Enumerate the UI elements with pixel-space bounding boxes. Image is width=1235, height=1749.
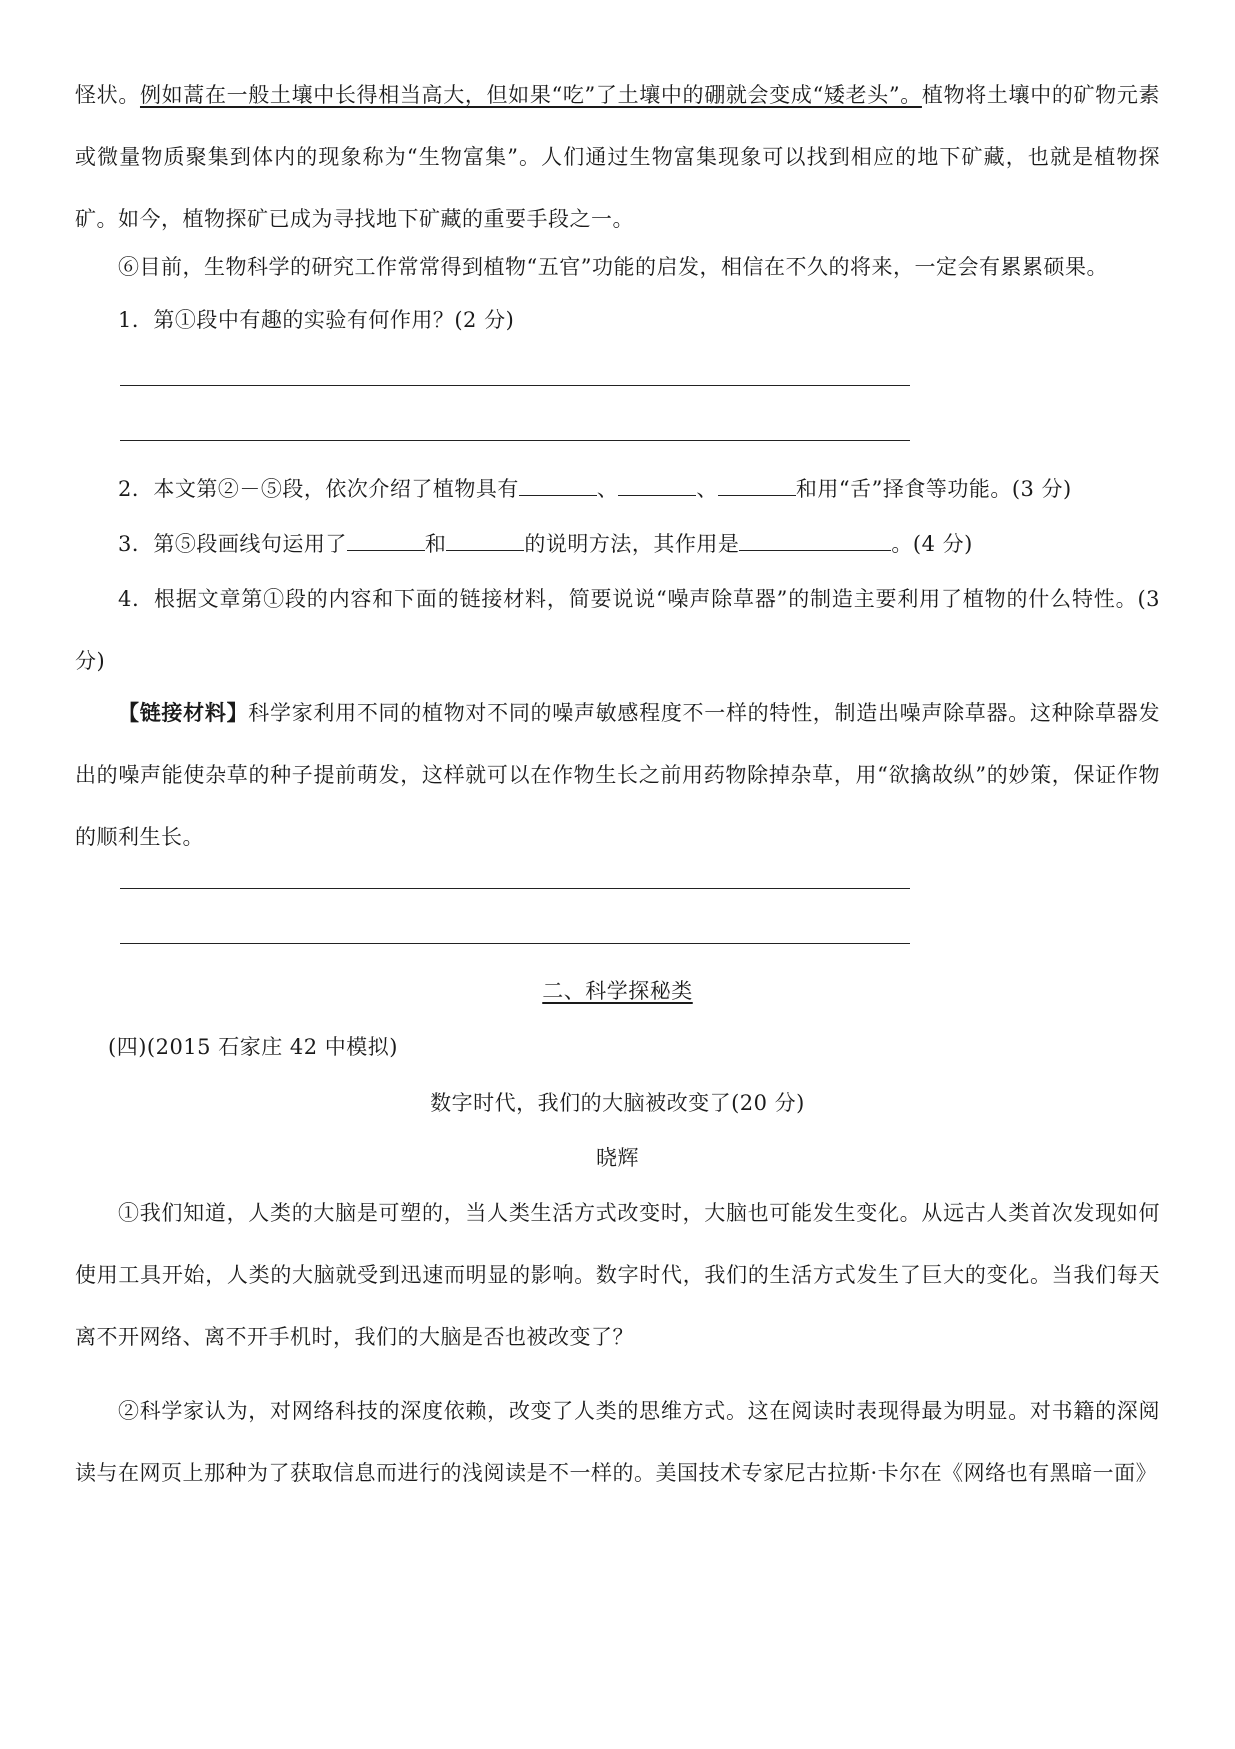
underlined-sentence: 例如蒿在一般土壤中长得相当高大，但如果“吃”了土壤中的硼就会变成“矮老头”。 <box>139 83 922 107</box>
question-text: 3．第⑤段画线句运用了 <box>118 532 347 556</box>
link-text: 科学家利用不同的植物对不同的噪声敏感程度不一样的特性，制造出噪声除草器。这种除草器发出的噪声能使杂草的种子提前萌发，这样就可以在作物生长之前用药物除掉杂草，用“欲擒故纵”的妙策，保证作物的顺利生长。 <box>75 701 1161 849</box>
link-label: 【链接材料】 <box>118 700 249 725</box>
section-heading: 二、科学探秘类 <box>542 979 693 1003</box>
question-2 <box>118 473 1072 504</box>
question-text: 2．本文第②－⑤段，依次介绍了植物具有 <box>118 477 519 501</box>
answer-line <box>120 943 910 944</box>
source-note: (四)(2015 石家庄 42 中模拟) <box>108 1035 398 1059</box>
separator: 、 <box>696 477 718 501</box>
article-author: 晓辉 <box>596 1146 639 1170</box>
paragraph-5-continued <box>75 64 1160 250</box>
link-material <box>75 682 1160 868</box>
fill-blank <box>739 528 891 551</box>
question-1: 1．第①段中有趣的实验有何作用？(2 分) <box>118 308 515 332</box>
fill-blank <box>519 473 597 496</box>
text-segment: 植物将土壤中的矿物元素或微量物质聚集到体内的现象称为“生物富集”。人们通过生物富集现象可以找到相应的地下矿藏，也就是植物探矿。如今，植物探矿已成为寻找地下矿藏的重要手段之一。 <box>75 83 1160 231</box>
question-text: 和用“舌”择食等功能。(3 分) <box>795 477 1072 501</box>
article-title: 数字时代，我们的大脑被改变了(20 分) <box>430 1091 805 1115</box>
question-3 <box>118 528 973 559</box>
separator: 、 <box>596 477 619 501</box>
answer-line <box>120 888 910 889</box>
question-text: 和 <box>424 532 447 556</box>
question-text: 的说明方法，其作用是 <box>524 532 740 556</box>
answer-line <box>120 385 910 386</box>
fill-blank <box>446 528 524 551</box>
question-text: 。(4 分) <box>891 532 973 556</box>
paragraph-6: ⑥目前，生物科学的研究工作常常得到植物“五官”功能的启发，相信在不久的将来，一定会有累累硕果。 <box>118 255 1108 279</box>
question-4: 4．根据文章第①段的内容和下面的链接材料，简要说说“噪声除草器”的制造主要利用了植物的什么特性。(3 分) <box>75 587 1160 673</box>
article-paragraph-2: ②科学家认为，对网络科技的深度依赖，改变了人类的思维方式。这在阅读时表现得最为明显。对书籍的深阅读与在网页上那种为了获取信息而进行的浅阅读是不一样的。美国技术专家尼古拉斯·卡尔在《网络也有黑暗一面》 <box>75 1399 1160 1485</box>
answer-line <box>120 440 910 441</box>
article-paragraph-1: ①我们知道，人类的大脑是可塑的，当人类生活方式改变时，大脑也可能发生变化。从远古人类首次发现如何使用工具开始，人类的大脑就受到迅速而明显的影响。数字时代，我们的生活方式发生了巨大的变化。当我们每天离不开网络、离不开手机时，我们的大脑是否也被改变了？ <box>75 1201 1160 1349</box>
text-segment: 怪状。 <box>75 83 140 107</box>
fill-blank <box>618 473 696 496</box>
section-heading-wrap <box>0 976 1235 1006</box>
fill-blank <box>347 528 425 551</box>
fill-blank <box>718 473 796 496</box>
